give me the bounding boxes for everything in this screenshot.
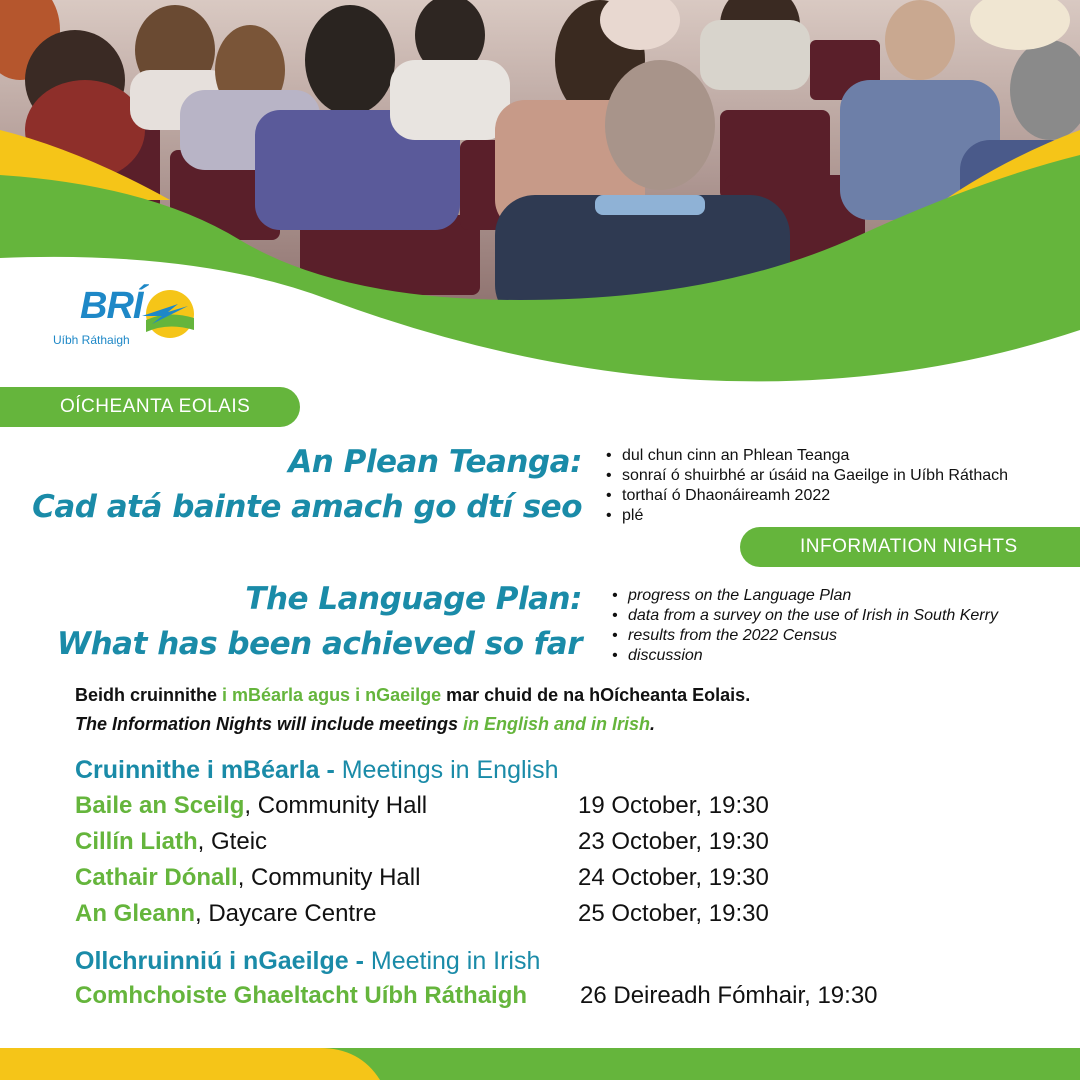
meeting-place: Cillín Liath	[75, 828, 198, 855]
headline-irish-line1: An Plean Teanga:	[288, 444, 582, 480]
section-english-bold: Cruinnithe i mBéarla -	[75, 756, 342, 784]
headline-irish	[32, 440, 582, 530]
meeting-time: 19 October, 19:30	[578, 792, 769, 819]
meeting-row-irish	[75, 982, 878, 1014]
intro-english-before: The Information Nights will include meetings	[75, 714, 464, 734]
agenda-list-irish	[604, 446, 1008, 526]
section-irish-regular: Meeting in Irish	[370, 947, 541, 975]
meeting-row	[75, 828, 769, 860]
meeting-time: 25 October, 19:30	[578, 900, 769, 927]
info-nights-irish-pill: OÍCHEANTA EOLAIS	[0, 387, 300, 427]
section-title-irish-meeting	[75, 947, 540, 976]
meeting-time: 24 October, 19:30	[578, 864, 769, 891]
intro-irish-after: mar chuid de na hOícheanta Eolais.	[441, 685, 751, 705]
bri-logo	[50, 285, 210, 355]
intro-english	[75, 714, 655, 735]
meeting-venue: , Daycare Centre	[195, 900, 377, 927]
intro-english-after: .	[650, 714, 656, 734]
list-item: • dul chun cinn an Phlean Teanga	[604, 446, 1008, 466]
bottom-color-bar	[0, 1048, 1080, 1080]
headline-english-line2: What has been achieved so far	[56, 626, 582, 662]
meeting-venue: , Gteic	[197, 828, 268, 855]
logo-subtitle: Uíbh Ráthaigh	[53, 333, 130, 347]
meeting-place: Cathair Dónall	[75, 864, 238, 891]
section-english-regular: Meetings in English	[341, 756, 559, 784]
section-title-english-meetings	[75, 756, 559, 785]
list-item: • torthaí ó Dhaonáireamh 2022	[604, 486, 1008, 506]
meeting-time: 26 Deireadh Fómhair, 19:30	[580, 982, 878, 1009]
meeting-venue: , Community Hall	[237, 864, 421, 891]
headline-irish-line2: Cad atá bainte amach go dtí seo	[32, 489, 582, 525]
list-item: • data from a survey on the use of Irish in South Kerry	[610, 606, 998, 626]
meeting-place: An Gleann	[75, 900, 196, 927]
intro-english-highlight: in English and in Irish	[463, 714, 651, 734]
meeting-row	[75, 900, 769, 932]
logo-wordmark: BRÍ	[80, 285, 143, 327]
info-nights-english-pill: INFORMATION NIGHTS	[740, 527, 1080, 567]
intro-irish-highlight: i mBéarla agus i nGaeilge	[222, 685, 442, 705]
headline-english-line1: The Language Plan:	[245, 581, 582, 617]
logo-sun-icon	[138, 290, 200, 340]
list-item: • progress on the Language Plan	[610, 586, 998, 606]
agenda-list-english	[610, 586, 998, 666]
meeting-place: Comhchoiste Ghaeltacht Uíbh Ráthaigh	[75, 982, 528, 1009]
headline-english	[57, 577, 582, 667]
intro-irish-before: Beidh cruinnithe	[75, 685, 223, 705]
meeting-row	[75, 792, 769, 824]
list-item: • plé	[604, 506, 1008, 526]
meeting-time: 23 October, 19:30	[578, 828, 769, 855]
meeting-place: Baile an Sceilg	[75, 792, 245, 819]
meeting-venue: , Community Hall	[244, 792, 428, 819]
list-item: • results from the 2022 Census	[610, 626, 998, 646]
list-item: • discussion	[610, 646, 998, 666]
intro-irish	[75, 685, 750, 706]
section-irish-bold: Ollchruinniú i nGaeilge -	[75, 947, 371, 975]
meeting-row	[75, 864, 769, 896]
list-item: • sonraí ó shuirbhé ar úsáid na Gaeilge in Uíbh Ráthach	[604, 466, 1008, 486]
